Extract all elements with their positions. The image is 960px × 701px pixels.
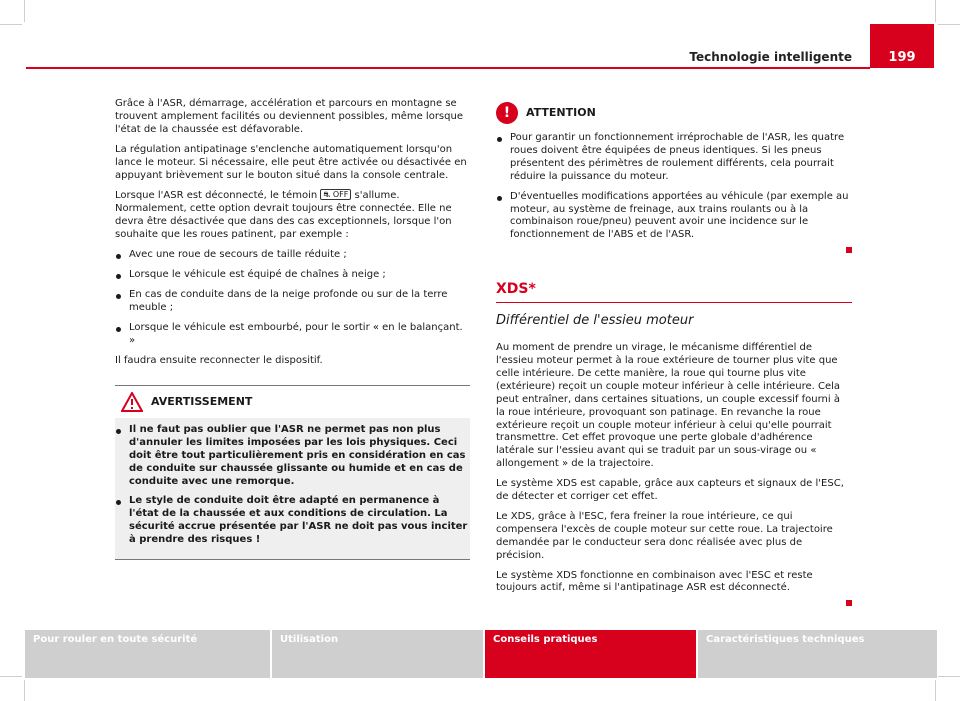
list-item: En cas de conduite dans de la neige profonde ou sur de la terre meuble ; xyxy=(115,289,470,315)
attention-item: D'éventuelles modifications apportées au véhicule (par exemple au moteur, au système de freinage, aux trains roulants ou à la combinaison roue/pneu) peuvent avoir une incidence sur le fonctionnement de l'ABS et de l'ASR. xyxy=(496,191,852,243)
crop-mark xyxy=(938,676,960,677)
warning-item: Le style de conduite doit être adapté en permanence à l'état de la chaussée et aux conditions de circulation. La sécurité accrue présentée par l'ASR ne doit pas vous inciter à prendre des risques ! xyxy=(115,495,470,547)
warning-list xyxy=(115,424,470,546)
attention-list xyxy=(496,132,852,242)
crop-mark xyxy=(0,676,22,677)
off-key-label: OFF xyxy=(332,190,349,200)
footer-tab-securite[interactable]: Pour rouler en toute sécurité xyxy=(25,630,270,678)
crop-mark xyxy=(935,680,936,701)
paragraph-text: s'allume. Normalement, cette option devrait toujours être connectée. Elle ne devra être désactivée que dans des cas exceptionnels, lorsque l'on souhaite que les roues patinent, par exemple : xyxy=(115,190,452,241)
end-marker-square xyxy=(846,600,852,606)
list-item: Lorsque le véhicule est embourbé, pour le sortir « en le balançant. » xyxy=(115,322,470,348)
attention-title: ATTENTION xyxy=(526,105,596,119)
crop-mark xyxy=(24,680,25,701)
paragraph xyxy=(115,189,470,242)
list-item: Lorsque le véhicule est équipé de chaînes à neige ; xyxy=(115,269,470,282)
subsection-title: Différentiel de l'essieu moteur xyxy=(496,313,694,329)
crop-mark xyxy=(938,24,960,25)
right-column xyxy=(496,98,852,606)
attention-item: Pour garantir un fonctionnement irréprochable de l'ASR, les quatre roues doivent être équipées de pneus identiques. Si les pneus présentent des périmètres de roulement différents, cela pourrait réduire la puissance du moteur. xyxy=(496,132,852,184)
crop-mark xyxy=(0,24,22,25)
footer-tab-utilisation[interactable]: Utilisation xyxy=(272,630,483,678)
section-title: XDS* xyxy=(496,283,852,303)
footer-nav xyxy=(25,630,939,678)
crop-mark xyxy=(935,0,936,22)
paragraph: Le XDS, grâce à l'ESC, fera freiner la roue intérieure, ce qui compensera l'excès de couple moteur sur cette roue. La trajectoire demandée par le conducteur sera donc réalisée avec plus de précision. xyxy=(496,510,833,561)
end-marker-square xyxy=(846,247,852,253)
footer-tab-caracteristiques[interactable]: Caractéristiques techniques xyxy=(698,630,937,678)
warning-item: Il ne faut pas oublier que l'ASR ne permet pas non plus d'annuler les limites imposées par les lois physiques. Ceci doit être tout particulièrement pris en considération en cas de conduite sur chaussée glissante ou humide et en cas de conduite avec une remorque. xyxy=(115,424,470,489)
attention-icon: ! xyxy=(496,102,518,124)
end-marker xyxy=(496,245,852,253)
page-header-title: Technologie intelligente xyxy=(689,50,852,64)
footer-tab-conseils[interactable]: Conseils pratiques xyxy=(485,630,696,678)
bullet-list xyxy=(115,249,470,347)
list-item: Avec une roue de secours de taille réduite ; xyxy=(115,249,470,262)
attention-header xyxy=(496,102,852,124)
paragraph: La régulation antipatinage s'enclenche automatiquement lorsqu'on lance le moteur. Si nécessaire, elle peut être activée ou désactivée en appuyant brièvement sur le bouton situé dans la console centrale. xyxy=(115,143,467,181)
warning-header xyxy=(115,386,470,418)
header-divider xyxy=(26,67,870,69)
asr-off-indicator xyxy=(320,189,351,200)
paragraph: Le système XDS fonctionne en combinaison avec l'ESC et reste toujours actif, même si l'antipatinage ASR est déconnecté. xyxy=(496,569,813,594)
paragraph: Grâce à l'ASR, démarrage, accélération et parcours en montagne se trouvent amplement facilités ou deviennent possibles, même lorsque l'état de la chaussée est défavorable. xyxy=(115,98,463,135)
paragraph-text: Lorsque l'ASR est déconnecté, le témoin xyxy=(115,190,318,202)
paragraph: Le système XDS est capable, grâce aux capteurs et signaux de l'ESC, de détecter et corriger cet effet. xyxy=(496,478,844,503)
page-number: 199 xyxy=(870,24,934,68)
end-marker xyxy=(496,598,852,606)
warning-title: AVERTISSEMENT xyxy=(151,394,253,408)
crop-mark xyxy=(24,0,25,22)
left-column xyxy=(115,98,470,560)
paragraph: Au moment de prendre un virage, le mécanisme différentiel de l'essieu moteur permet à la roue extérieure de tourner plus vite que celle intérieure. De cette manière, la roue qui tourne plus vite (extérieure) reçoit un couple moteur inférieur à celle intérieure. Cela peut entraîner, dans certaines situations, un couple excessif fourni à la roue intérieure, provoquant son patinage. En revanche la roue extérieure reçoit un couple moteur inférieur à celui qu'elle pourrait transmettre. Cet effet provoque une perte globale d'adhérence latérale sur l'essieu avant qui se traduit par un sous-virage ou « allongement » de la trajectoire. xyxy=(496,342,841,470)
traction-icon: ⛐ xyxy=(323,190,331,200)
warning-box xyxy=(115,385,470,559)
warning-triangle-icon xyxy=(121,392,143,412)
paragraph: Il faudra ensuite reconnecter le dispositif. xyxy=(115,354,323,366)
